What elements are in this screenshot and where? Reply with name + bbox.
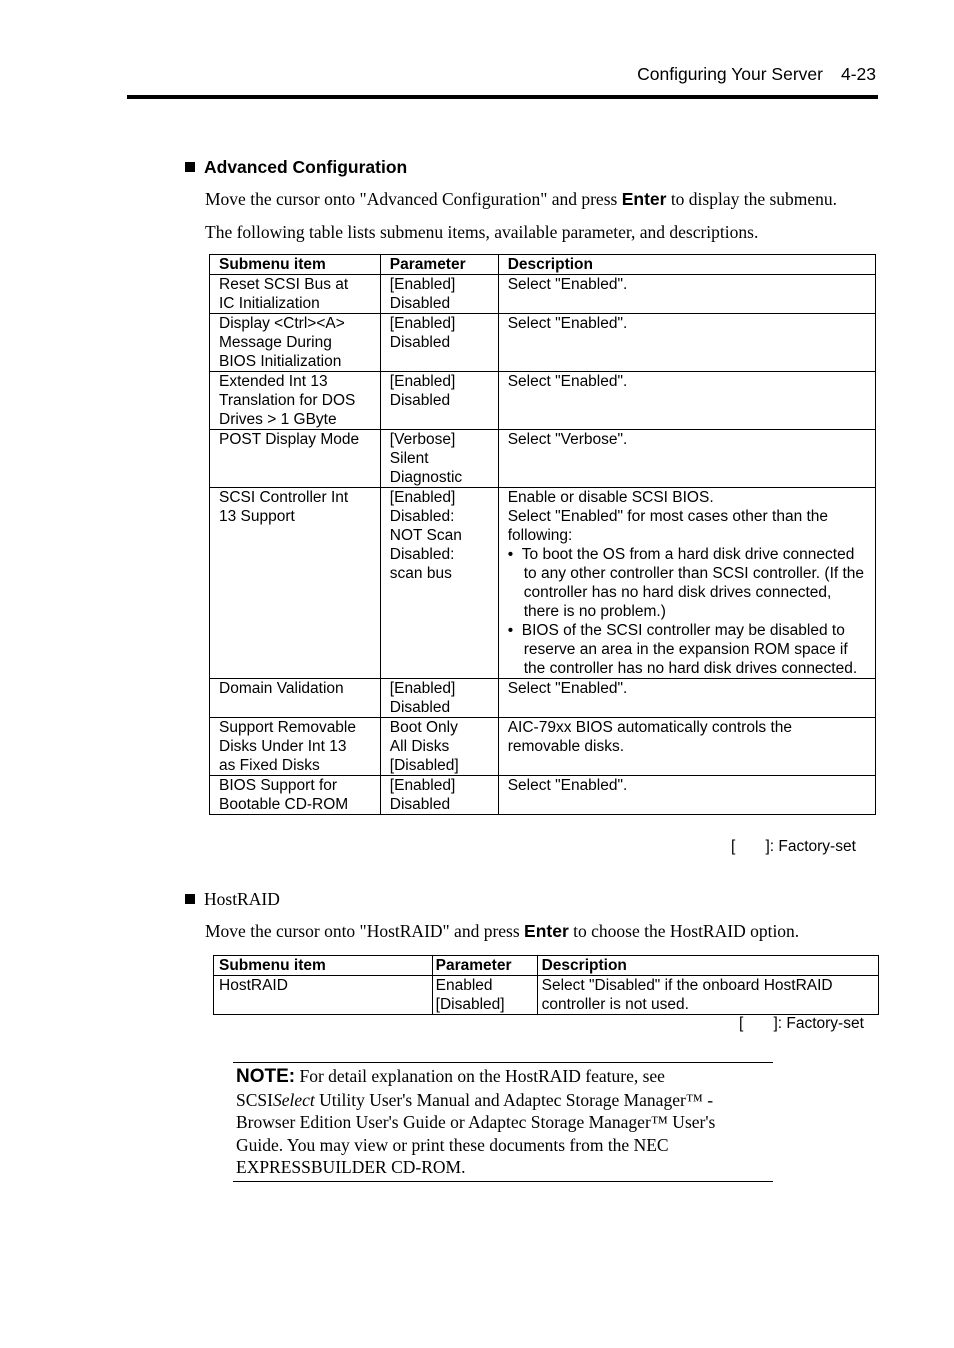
cell-text: Disabled — [389, 796, 451, 813]
submenu-item-cell — [210, 776, 381, 815]
column-header: Description — [498, 255, 875, 275]
cell-text: Support Removable — [219, 719, 356, 736]
cell-text: HostRAID — [219, 977, 288, 994]
running-header — [637, 64, 876, 85]
section-heading-text: Advanced Configuration — [204, 157, 408, 177]
cell-text: Disabled: — [389, 508, 455, 525]
cell-text: Diagnostic — [389, 469, 463, 486]
cell-text: following: — [507, 527, 573, 544]
intro-text: Move the cursor onto "Advanced Configuration" and press — [205, 189, 622, 209]
cell-text: Enabled — [435, 977, 493, 994]
submenu-item-cell — [210, 488, 381, 679]
cell-text: NOT Scan — [389, 527, 462, 544]
description-cell — [498, 314, 875, 372]
table-row — [210, 679, 876, 718]
cell-text: BIOS Initialization — [219, 353, 342, 370]
note-text: SCSI — [236, 1089, 273, 1110]
cell-text: Reset SCSI Bus at — [219, 276, 349, 293]
note-text: EXPRESSBUILDER CD-ROM. — [236, 1157, 466, 1177]
enter-key: Enter — [524, 921, 569, 941]
cell-text: scan bus — [389, 565, 452, 582]
cell-text: All Disks — [389, 738, 450, 755]
bullet-text: To boot the OS from a hard disk drive connected to any other controller than SCSI controller. (If the controller has no hard disk drives connected, there is no problem.) — [521, 546, 865, 620]
description-cell — [498, 430, 875, 488]
note-text: Browser Edition User's Guide or Adaptec Storage Manager™ User's — [236, 1112, 716, 1132]
parameter-cell — [432, 976, 537, 1015]
cell-text: Silent — [389, 450, 429, 467]
description-cell — [498, 679, 875, 718]
column-header: Parameter — [432, 956, 537, 976]
bullet-item — [508, 621, 868, 678]
cell-text: Extended Int 13 — [219, 373, 328, 390]
cell-text: controller is not used. — [541, 996, 689, 1013]
cell-text: AIC-79xx BIOS automatically controls the — [507, 719, 793, 736]
cell-text: Bootable CD-ROM — [219, 796, 349, 813]
parameter-cell — [380, 275, 498, 314]
cell-text: IC Initialization — [219, 295, 320, 312]
cell-text: [Enabled] — [389, 373, 456, 390]
cell-text: Disabled — [389, 295, 451, 312]
submenu-item-cell — [210, 314, 381, 372]
submenu-item-cell — [210, 718, 381, 776]
description-cell — [498, 776, 875, 815]
parameter-cell — [380, 718, 498, 776]
parameter-cell — [380, 488, 498, 679]
section-heading-hostraid — [185, 889, 280, 910]
table-row — [210, 718, 876, 776]
table-header-row — [214, 956, 879, 976]
cell-text: Select "Enabled". — [507, 373, 628, 390]
section-heading-text: HostRAID — [204, 889, 280, 909]
intro-text-end: to choose the HostRAID option. — [568, 921, 800, 941]
cell-text: Select "Disabled" if the onboard HostRAID — [541, 977, 833, 994]
cell-text: Message During — [219, 334, 332, 351]
note-label: NOTE: — [236, 1066, 296, 1087]
bullet-dot-icon: • — [507, 622, 522, 639]
parameter-cell — [380, 679, 498, 718]
note-italic-text: Select — [272, 1089, 315, 1110]
submenu-item-cell — [214, 976, 433, 1015]
cell-text: [Disabled] — [435, 996, 505, 1013]
cell-text: [Verbose] — [389, 431, 456, 448]
page-number: 4-23 — [840, 64, 876, 84]
cell-text: [Enabled] — [389, 777, 456, 794]
factory-set-legend: [ ]: Factory-set — [731, 838, 856, 855]
cell-text: [Enabled] — [389, 680, 456, 697]
table-row — [210, 488, 876, 679]
square-bullet-icon — [185, 162, 195, 172]
parameter-cell — [380, 776, 498, 815]
submenu-item-cell — [210, 679, 381, 718]
cell-text: Enable or disable SCSI BIOS. — [507, 489, 714, 506]
note-text: For detail explanation on the HostRAID feature, see — [295, 1066, 665, 1086]
cell-text: 13 Support — [219, 508, 295, 525]
cell-text: Disabled: — [389, 546, 455, 563]
parameter-cell — [380, 372, 498, 430]
intro-text-end: to display the submenu. — [666, 189, 838, 209]
parameter-cell — [380, 314, 498, 372]
header-rule — [127, 95, 878, 99]
table-row — [214, 976, 879, 1015]
description-cell — [498, 488, 875, 679]
cell-text: Select "Enabled". — [507, 315, 628, 332]
cell-text: [Enabled] — [389, 315, 456, 332]
cell-text: Domain Validation — [219, 680, 344, 697]
submenu-item-cell — [210, 372, 381, 430]
cell-text: [Enabled] — [389, 489, 456, 506]
intro-text: Move the cursor onto "HostRAID" and press — [205, 921, 525, 941]
table-row — [210, 275, 876, 314]
cell-text: Select "Enabled". — [507, 680, 628, 697]
cell-text: Disks Under Int 13 — [219, 738, 347, 755]
bullet-dot-icon: • — [507, 546, 522, 563]
cell-text: SCSI Controller Int — [219, 489, 349, 506]
note-text: Guide. You may view or print these documents from the NEC — [236, 1134, 669, 1155]
description-cell — [498, 275, 875, 314]
chapter-title: Configuring Your Server — [637, 64, 823, 84]
bullet-text: BIOS of the SCSI controller may be disabled to reserve an area in the expansion ROM space if the controller has no hard disk drives connected. — [521, 622, 858, 677]
advanced-table-intro: The following table lists submenu items, available parameter, and descriptions. — [205, 222, 759, 242]
cell-text: Select "Enabled". — [507, 777, 628, 794]
advanced-config-table — [209, 254, 876, 815]
factory-set-legend: [ ]: Factory-set — [739, 1015, 864, 1032]
cell-text: Disabled — [389, 392, 451, 409]
column-header: Parameter — [380, 255, 498, 275]
submenu-item-cell — [210, 430, 381, 488]
column-header: Submenu item — [214, 956, 433, 976]
hostraid-intro — [205, 921, 799, 942]
table-row — [210, 430, 876, 488]
cell-text: Drives > 1 GByte — [219, 411, 337, 428]
description-cell — [537, 976, 878, 1015]
note-text: Utility User's Manual and Adaptec Storage Manager™ - — [314, 1089, 714, 1110]
parameter-cell — [380, 430, 498, 488]
cell-text: POST Display Mode — [219, 431, 360, 448]
cell-text: removable disks. — [507, 738, 625, 755]
enter-key: Enter — [621, 189, 667, 209]
description-cell — [498, 718, 875, 776]
cell-text: Disabled — [389, 699, 451, 716]
table-row — [210, 372, 876, 430]
cell-text: Select "Verbose". — [507, 431, 628, 448]
table-row — [210, 314, 876, 372]
note-box — [233, 1062, 773, 1182]
submenu-item-cell — [210, 275, 381, 314]
cell-text: BIOS Support for — [219, 777, 338, 794]
cell-text: as Fixed Disks — [219, 757, 320, 774]
cell-text: [Enabled] — [389, 276, 456, 293]
cell-text: Display <Ctrl><A> — [219, 315, 345, 332]
bullet-item — [508, 545, 868, 621]
square-bullet-icon — [185, 894, 195, 904]
cell-text: [Disabled] — [389, 757, 459, 774]
column-header: Description — [537, 956, 878, 976]
cell-text: Select "Enabled" for most cases other than the — [507, 508, 829, 525]
column-header: Submenu item — [210, 255, 381, 275]
cell-text: Translation for DOS — [219, 392, 356, 409]
cell-text: Boot Only — [389, 719, 458, 736]
cell-text: Select "Enabled". — [507, 276, 628, 293]
advanced-intro — [205, 189, 837, 210]
cell-text: Disabled — [389, 334, 451, 351]
description-cell — [498, 372, 875, 430]
table-header-row — [210, 255, 876, 275]
section-heading-advanced — [185, 157, 407, 178]
table-row — [210, 776, 876, 815]
hostraid-table — [213, 955, 879, 1015]
